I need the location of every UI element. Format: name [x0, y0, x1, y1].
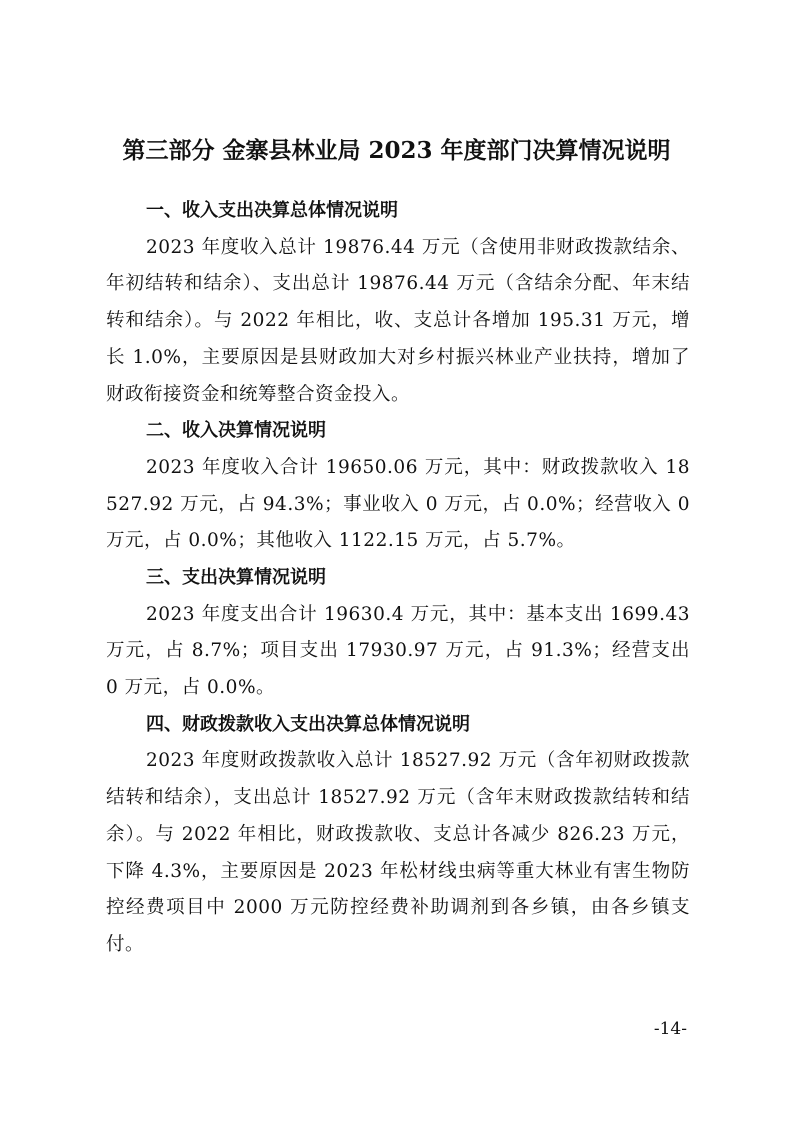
section-heading: 三、支出决算情况说明 [146, 567, 326, 588]
section-paragraph: 2023 年度支出合计 19630.4 万元，其中：基本支出 1699.43 万元，占 8.7%；项目支出 17930.97 万元，占 91.3%；经营支出 0 万元，占 0.0%。 [106, 603, 690, 699]
section-income [106, 413, 690, 560]
page-title: 第三部分 金寨县林业局 2023 年度部门决算情况说明 [122, 137, 671, 164]
section-paragraph: 2023 年度收入总计 19876.44 万元（含使用非财政拨款结余、年初结转和结余）、支出总计 19876.44 万元（含结余分配、年末结转和结余）。与 2022 年相比，收、支总计各增加 195.31 万元，增长 1.0%，主要原因是县财政加大对乡村振兴林业产业扶持，增加了财政衔接资金和统筹整合资金投入。 [106, 236, 690, 405]
section-fiscal-appropriation [106, 707, 690, 964]
document-body [106, 193, 690, 964]
section-expenditure [106, 560, 690, 707]
section-paragraph: 2023 年度收入合计 19650.06 万元，其中：财政拨款收入 18527.92 万元，占 94.3%；事业收入 0 万元，占 0.0%；经营收入 0 万元，占 0.0%；其他收入 1122.15 万元，占 5.7%。 [106, 456, 690, 552]
section-income-expenditure-overview [106, 193, 690, 413]
page-number: -14- [653, 1019, 687, 1039]
section-heading: 二、收入决算情况说明 [146, 420, 326, 442]
section-heading: 四、财政拨款收入支出决算总体情况说明 [146, 713, 470, 735]
section-heading: 一、收入支出决算总体情况说明 [146, 200, 398, 221]
section-paragraph: 2023 年度财政拨款收入总计 18527.92 万元（含年初财政拨款结转和结余），支出总计 18527.92 万元（含年末财政拨款结转和结余）。与 2022 年相比，财政拨款收、支总计各减少 826.23 万元，下降 4.3%，主要原因是 2023 年松材线虫病等重大林业有害生物防控经费项目中 2000 万元防控经费补助调剂到各乡镇，由各乡镇支付。 [106, 750, 690, 955]
